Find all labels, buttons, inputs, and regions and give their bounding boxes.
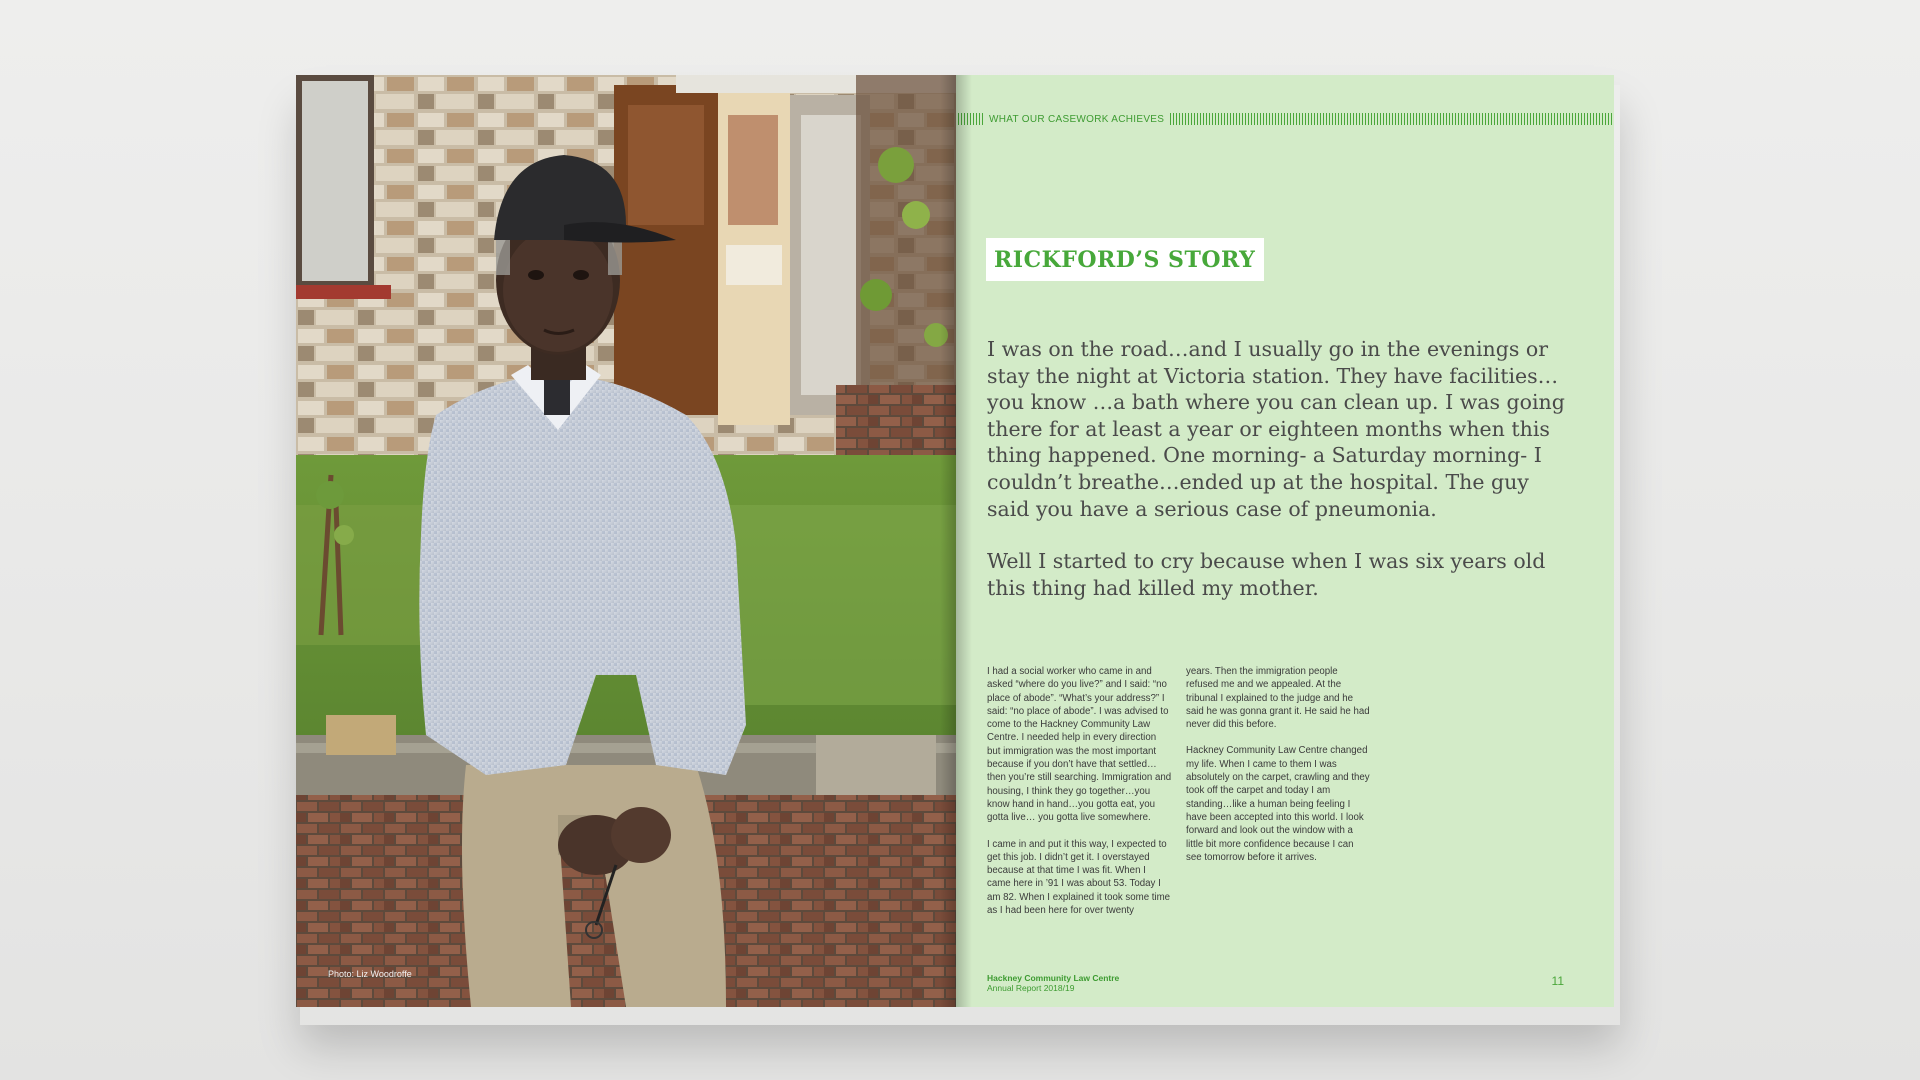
quote-paragraph-1: I was on the road…and I usually go in the evenings or stay the night at Victoria station. They have facilities…you know …a bath where you can clean up. I was going there for at least a year or eighteen months when this thing happened. One morning- a Saturday morning- I couldn’t breathe…ended up at the hospital. The guy said you have a serious case of pneumonia. bbox=[987, 337, 1565, 521]
story-title: RICKFORD’S STORY bbox=[994, 247, 1256, 273]
body-paragraph-3: years. Then the immigration people refused me and we appealed. At the tribunal I explained to the judge and he said he was gonna grant it. He said he had never did this before. bbox=[1186, 666, 1370, 731]
footer-report: Annual Report 2018/19 bbox=[987, 983, 1075, 993]
footer-org: Hackney Community Law Centre bbox=[987, 973, 1120, 983]
photo-credit: Photo: Liz Woodroffe bbox=[328, 969, 412, 979]
section-header bbox=[956, 113, 1614, 125]
quote-paragraph-2: Well I started to cry because when I was six years old this thing had killed my mother. bbox=[987, 549, 1546, 600]
title-box bbox=[986, 238, 1264, 281]
body-paragraph-1: I had a social worker who came in and asked “where do you live?” and I said: “no place of abode”. “What’s your address?” I said: “no place of abode”. I was advised to come to the Hackney Community Law Centre. I needed help in every direction but immigration was the most important because if you don’t have that settled…then you’re still searching. Immigration and housing, I think they go together…you know hand in hand…you gotta eat, you gotta live… you gotta live somewhere. bbox=[987, 666, 1172, 824]
body-paragraph-4: Hackney Community Law Centre changed my life. When I came to them I was absolutely on the carpet, crawling and they took off the carpet and today I am standing…like a human being feeling I have been accepted into this world. I look forward and look out the window with a little bit more confidence because I can see tomorrow before it arrives. bbox=[1186, 745, 1370, 863]
page-number: 11 bbox=[1551, 974, 1564, 988]
pull-quote bbox=[987, 336, 1567, 627]
body-column-left bbox=[987, 665, 1172, 930]
body-paragraph-2: I came in and put it this way, I expected to get this job. I didn’t get it. I overstayed because at that time I was fit. When I came here in ’91 I was about 53. Today I am 82. When I explained it took some time as I had been here for over twenty bbox=[987, 838, 1171, 917]
photo-page bbox=[296, 75, 956, 1007]
portrait-photo bbox=[296, 75, 956, 1007]
barcode-rule-left bbox=[958, 113, 984, 125]
section-label: WHAT OUR CASEWORK ACHIEVES bbox=[989, 113, 1165, 125]
body-column-right bbox=[1186, 665, 1371, 877]
text-page bbox=[956, 75, 1614, 1007]
page-footer bbox=[987, 973, 1119, 993]
barcode-rule-right bbox=[1170, 113, 1612, 125]
